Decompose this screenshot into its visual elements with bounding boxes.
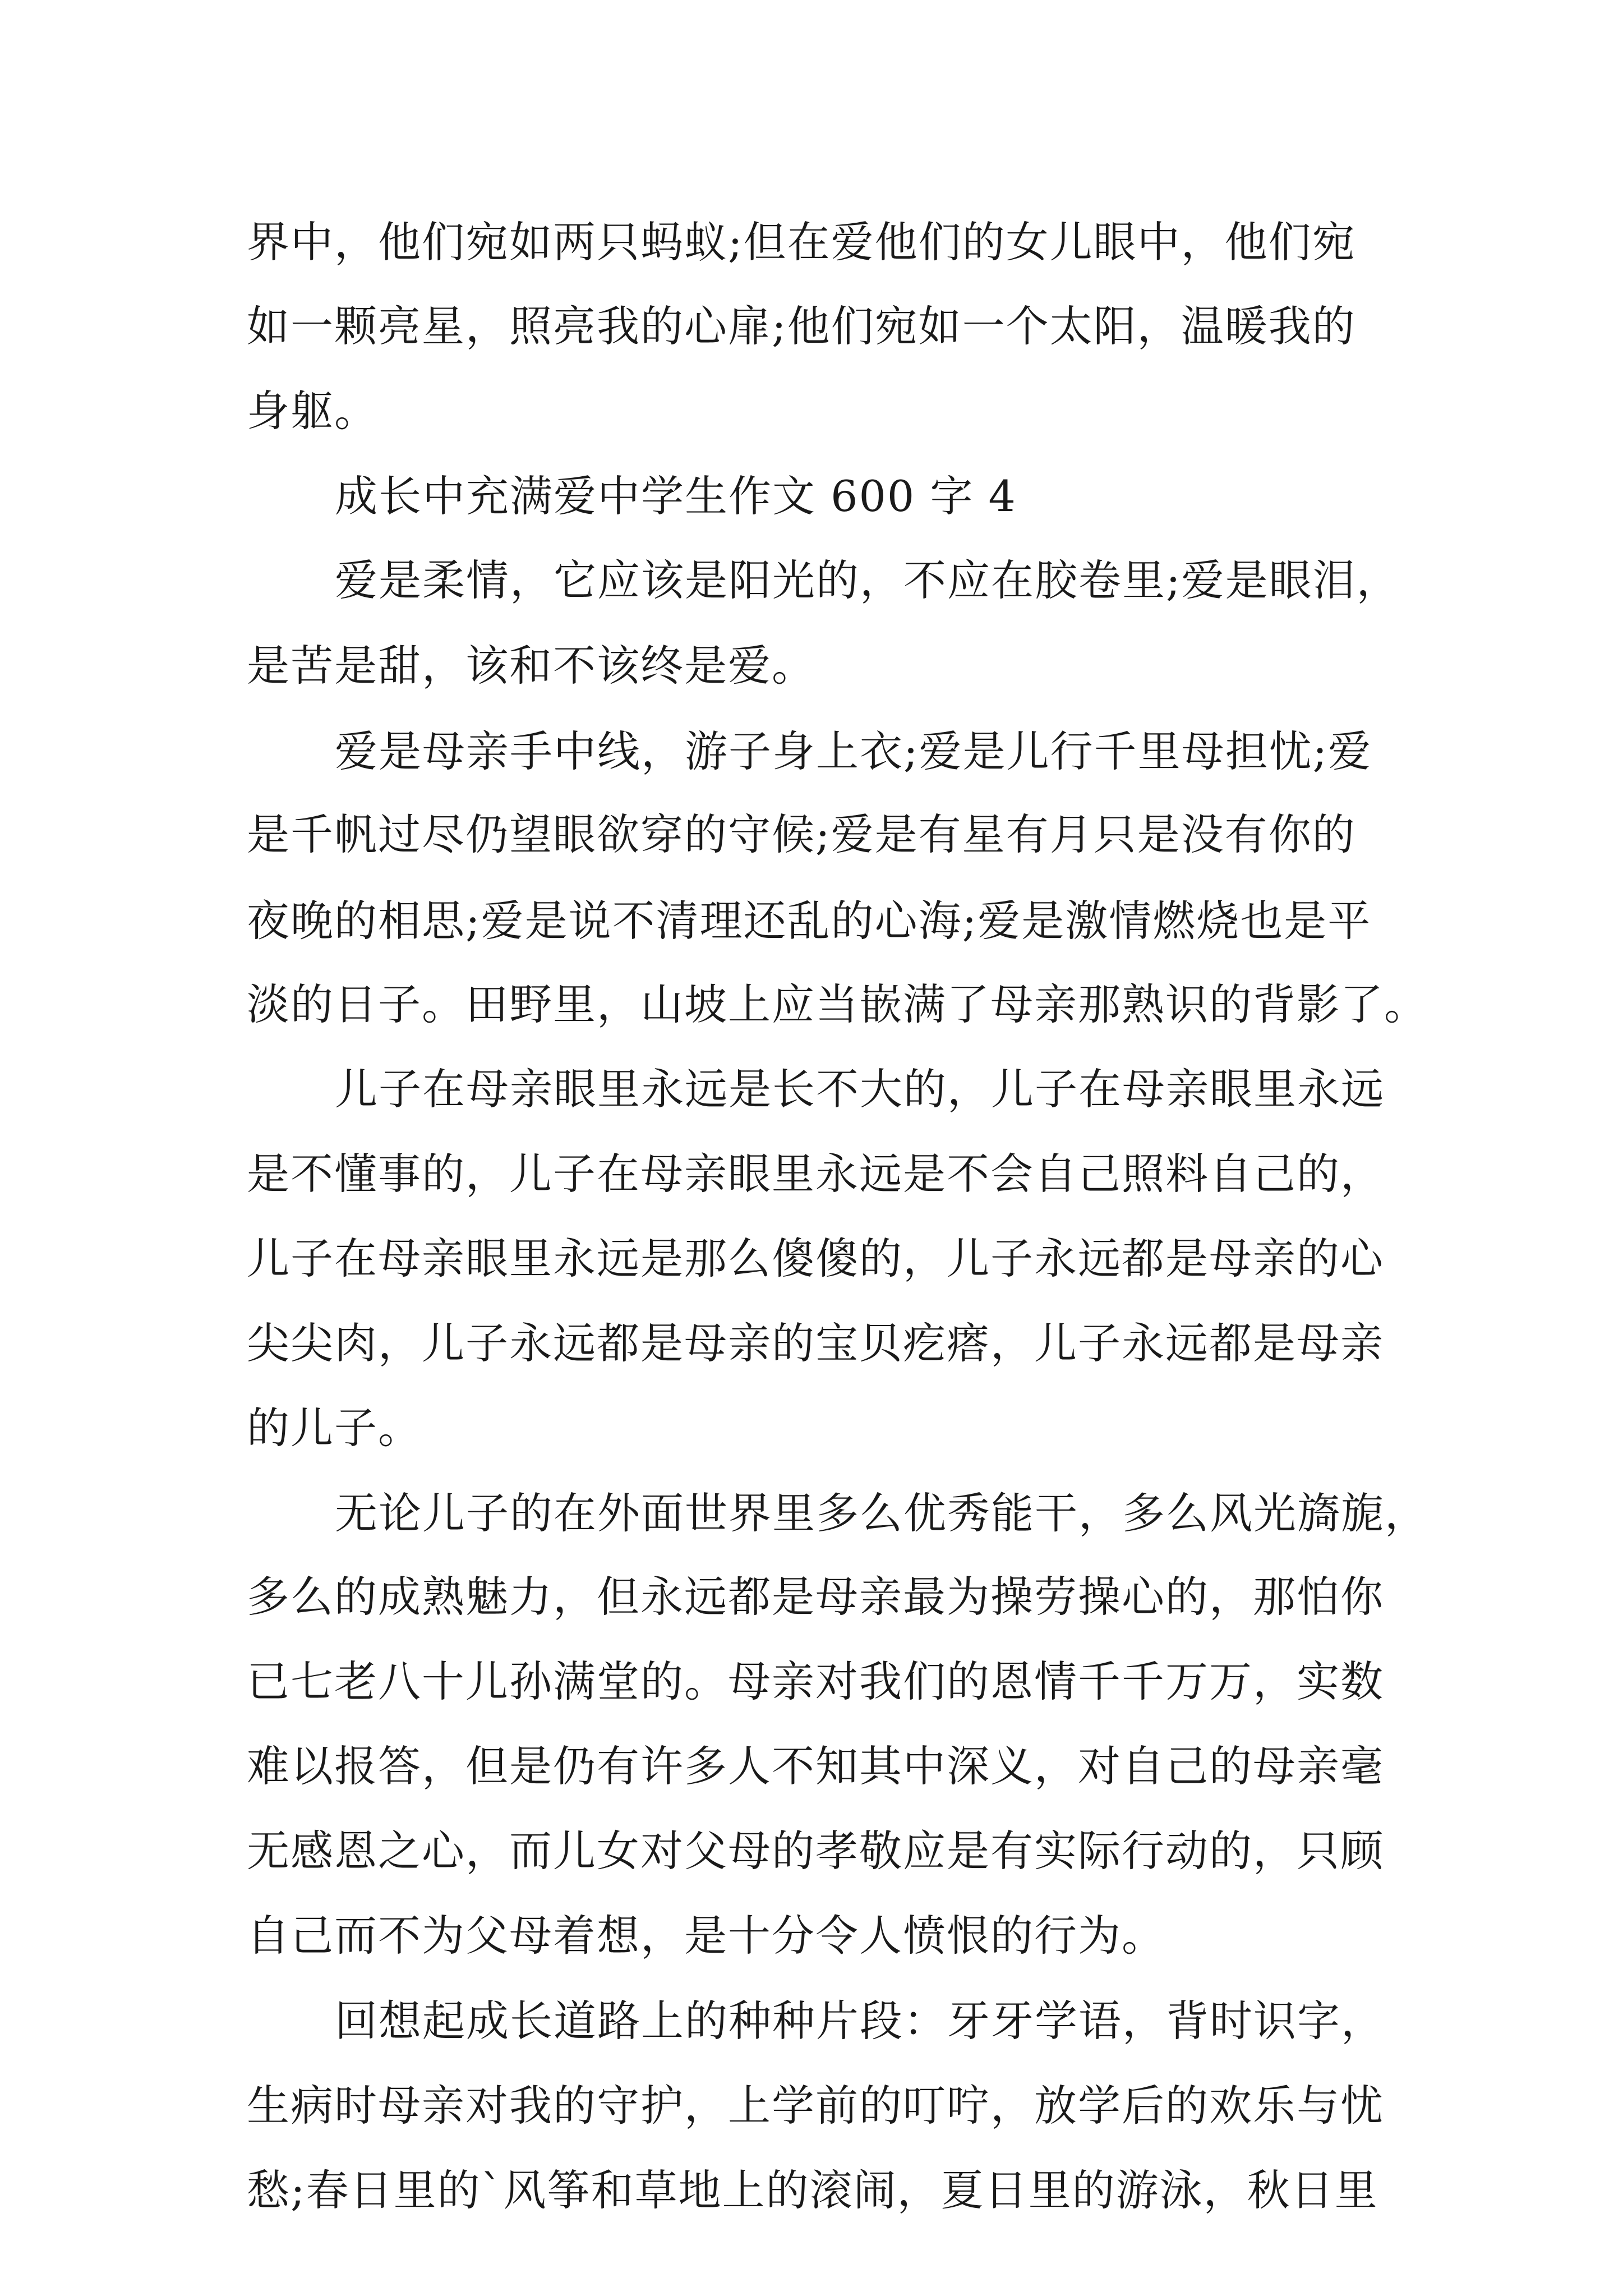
text-line: 如一颗亮星，照亮我的心扉;他们宛如一个太阳，温暖我的 <box>247 301 1356 351</box>
text-line: 自己而不为父母着想，是十分令人愤恨的行为。 <box>247 1911 1165 1961</box>
text-line: 难以报答，但是仍有许多人不知其中深义，对自己的母亲毫 <box>247 1741 1384 1791</box>
text-line: 爱是柔情，它应该是阳光的，不应在胶卷里;爱是眼泪， <box>335 555 1400 605</box>
text-line: 生病时母亲对我的守护，上学前的叮咛，放学后的欢乐与忧 <box>247 2081 1384 2131</box>
text-line: 已七老八十儿孙满堂的。母亲对我们的恩情千千万万，实数 <box>247 1657 1384 1706</box>
text-line: 的儿子。 <box>247 1403 422 1453</box>
text-line: 尖尖肉，儿子永远都是母亲的宝贝疙瘩，儿子永远都是母亲 <box>247 1318 1384 1368</box>
text-line: 回想起成长道路上的种种片段：牙牙学语，背时识字， <box>335 1996 1385 2046</box>
section-heading: 成长中充满爱中学生作文 600 字 4 <box>335 471 1017 521</box>
text-line: 淡的日子。田野里，山坡上应当嵌满了母亲那熟识的背影了。 <box>247 979 1428 1029</box>
text-line: 多么的成熟魅力，但永远都是母亲最为操劳操心的，那怕你 <box>247 1572 1384 1622</box>
text-line: 无论儿子的在外面世界里多么优秀能干，多么风光旖旎， <box>335 1488 1428 1538</box>
text-line: 愁;春日里的`风筝和草地上的滚闹，夏日里的游泳，秋日里 <box>247 2165 1378 2215</box>
text-line: 是千帆过尽仍望眼欲穿的守候;爱是有星有月只是没有你的 <box>247 809 1356 859</box>
text-line: 是苦是甜，该和不该终是爱。 <box>247 641 815 691</box>
text-line: 夜晚的相思;爱是说不清理还乱的心海;爱是激情燃烧也是平 <box>247 896 1372 946</box>
text-line: 儿子在母亲眼里永远是长不大的，儿子在母亲眼里永远 <box>335 1064 1385 1114</box>
text-line: 儿子在母亲眼里永远是那么傻傻的，儿子永远都是母亲的心 <box>247 1234 1384 1283</box>
text-line: 无感恩之心，而儿女对父母的孝敬应是有实际行动的，只顾 <box>247 1826 1384 1876</box>
text-line: 身躯。 <box>247 386 378 436</box>
text-line: 界中，他们宛如两只蚂蚁;但在爱他们的女儿眼中，他们宛 <box>247 217 1356 267</box>
text-line: 爱是母亲手中线，游子身上衣;爱是儿行千里母担忧;爱 <box>335 726 1372 776</box>
text-line: 是不懂事的，儿子在母亲眼里永远是不会自己照料自己的， <box>247 1149 1384 1199</box>
